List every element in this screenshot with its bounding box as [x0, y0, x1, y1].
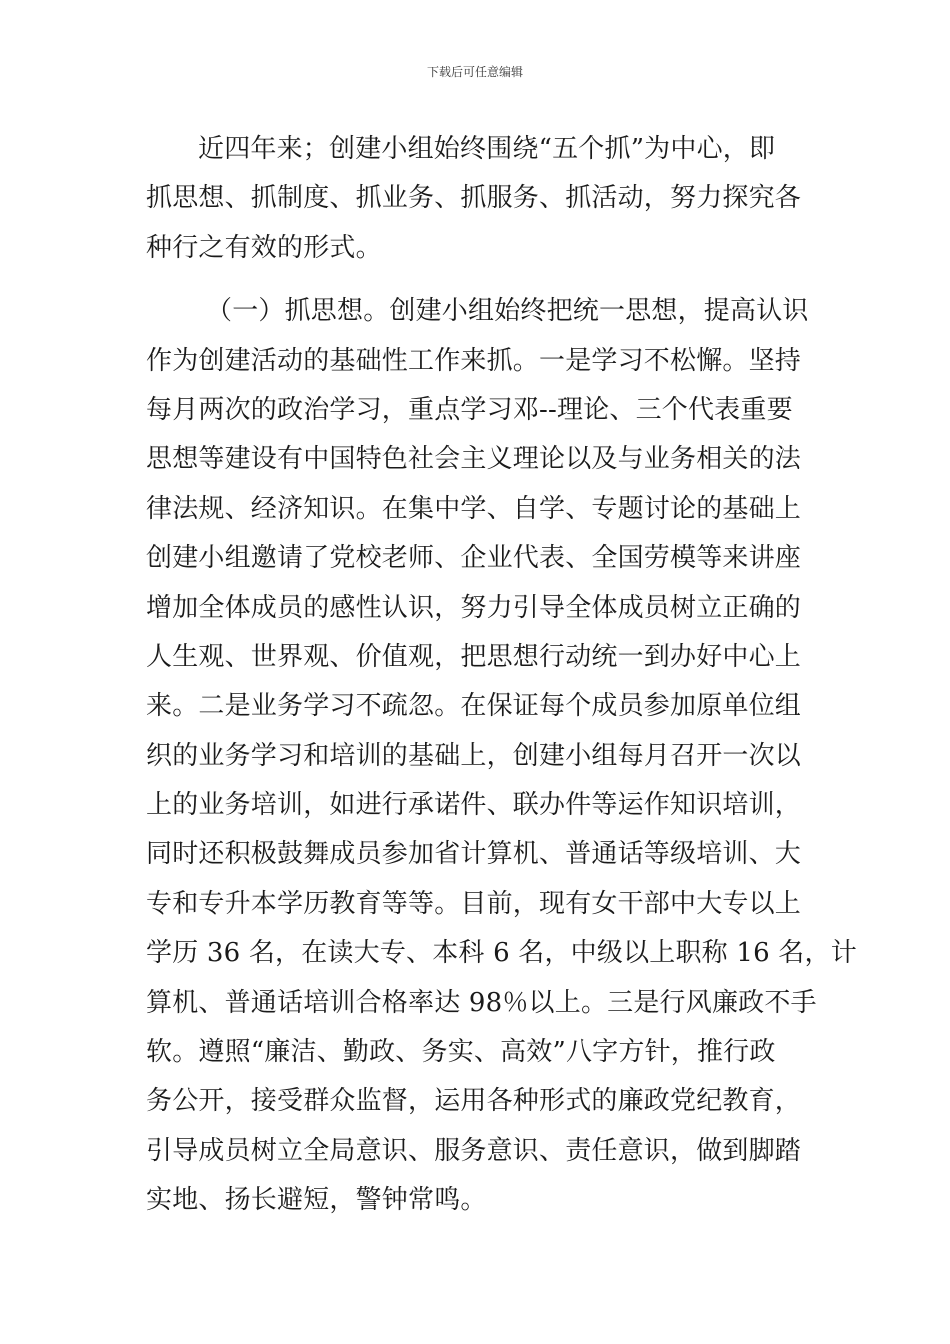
paragraph-intro: [146, 125, 810, 273]
text-line: 专和专升本学历教育等等。目前，现有女干部中大专以上: [146, 888, 802, 919]
text-line: 每月两次的政治学习，重点学习邓--理论、三个代表重要: [146, 394, 793, 425]
text-line: 人生观、世界观、价值观，把思想行动统一到办好中心上: [146, 641, 802, 672]
text-line: 律法规、经济知识。在集中学、自学、专题讨论的基础上: [146, 493, 802, 524]
page-header: 下载后可任意编辑: [426, 65, 523, 79]
text-line: 创建小组邀请了党校老师、企业代表、全国劳模等来讲座: [146, 543, 802, 574]
text-line: 思想等建设有中国特色社会主义理论以及与业务相关的法: [146, 444, 802, 475]
text-line: 实地、扬长避短，警钟常鸣。: [146, 1185, 487, 1216]
paragraph-section-1: [146, 287, 857, 1225]
text-line: 软。遵照“廉洁、勤政、务实、高效”八字方针，推行政: [146, 1037, 776, 1068]
text-line: 织的业务学习和培训的基础上，创建小组每月召开一次以: [146, 740, 802, 771]
text-line: 上的业务培训，如进行承诺件、联办件等运作知识培训，: [146, 790, 802, 821]
text-line: 算机、普通话培训合格率达 98％以上。三是行风廉政不手: [146, 987, 817, 1018]
text-line: 种行之有效的形式。: [146, 232, 382, 263]
text-line: 抓思想、抓制度、抓业务、抓服务、抓活动，努力探究各: [146, 183, 802, 214]
text-line: 近四年来；创建小组始终围绕“五个抓”为中心，即: [198, 134, 776, 164]
text-line: 作为创建活动的基础性工作来抓。一是学习不松懈。坚持: [146, 345, 802, 376]
text-line: 同时还积极鼓舞成员参加省计算机、普通话等级培训、大: [146, 839, 802, 870]
paragraph-gap: [146, 273, 810, 287]
text-line: 学历 36 名，在读大专、本科 6 名，中级以上职称 16 名，计: [146, 938, 857, 969]
text-line: 务公开，接受群众监督，运用各种形式的廉政党纪教育，: [146, 1086, 802, 1117]
document-body: [146, 125, 857, 1226]
text-line: 来。二是业务学习不疏忽。在保证每个成员参加原单位组: [146, 691, 802, 722]
text-line: 引导成员树立全局意识、服务意识、责任意识，做到脚踏: [146, 1135, 802, 1166]
text-line: 增加全体成员的感性认识，努力引导全体成员树立正确的: [146, 592, 802, 623]
text-line: （一）抓思想。创建小组始终把统一思想，提高认识: [206, 296, 809, 327]
